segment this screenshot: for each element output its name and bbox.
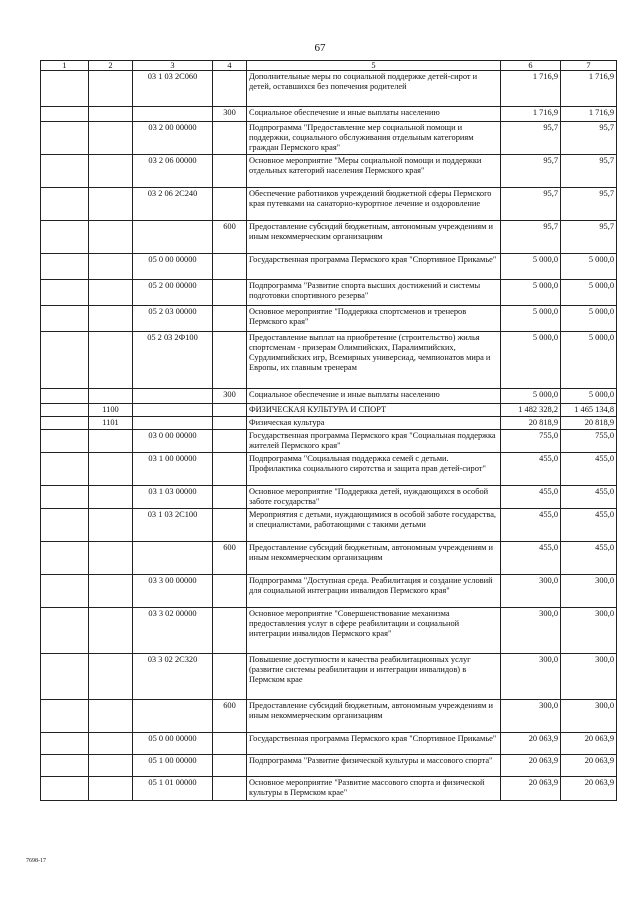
subsection-cell [89, 254, 133, 280]
table-row [41, 280, 617, 306]
expense-type-cell [213, 280, 247, 306]
table-row [41, 733, 617, 755]
amount-cell-year1: 95,7 [501, 155, 561, 188]
section-cell [41, 777, 89, 801]
section-cell [41, 542, 89, 575]
expense-type-cell: 300 [213, 389, 247, 404]
name-cell: Предоставление выплат на приобретение (строительство) жилья спортсменам - призерам Олимпийских, Паралимпийских, Сурдлимпийских игр, Всемирных универсиад, чемпионатов мира и Европы, их главным тренерам [247, 332, 501, 389]
document-code: 7698-17 [26, 858, 46, 864]
header-cell: 1 [41, 61, 89, 71]
expense-type-cell: 600 [213, 542, 247, 575]
subsection-cell [89, 453, 133, 486]
name-cell: Предоставление субсидий бюджетным, автономным учреждениям и иным некоммерческим организациям [247, 700, 501, 733]
table-row [41, 755, 617, 777]
amount-cell-year2: 1 716,9 [561, 107, 617, 122]
amount-cell-year1: 455,0 [501, 453, 561, 486]
section-cell [41, 608, 89, 654]
target-article-cell: 03 2 06 2С240 [133, 188, 213, 221]
amount-cell-year1: 300,0 [501, 608, 561, 654]
amount-cell-year2: 300,0 [561, 654, 617, 700]
table-row [41, 608, 617, 654]
amount-cell-year2: 1 716,9 [561, 71, 617, 107]
amount-cell-year2: 5 000,0 [561, 254, 617, 280]
subsection-cell [89, 122, 133, 155]
subsection-cell [89, 755, 133, 777]
subsection-cell [89, 280, 133, 306]
target-article-cell: 05 1 01 00000 [133, 777, 213, 801]
expense-type-cell [213, 509, 247, 542]
subsection-cell [89, 733, 133, 755]
section-cell [41, 453, 89, 486]
target-article-cell: 03 2 06 00000 [133, 155, 213, 188]
table-row [41, 389, 617, 404]
section-cell [41, 430, 89, 453]
amount-cell-year2: 1 465 134,8 [561, 404, 617, 417]
target-article-cell: 05 0 00 00000 [133, 254, 213, 280]
name-cell: Подпрограмма "Предоставление мер социальной помощи и поддержки, социального обслуживания отдельным категориям граждан Пермского края" [247, 122, 501, 155]
amount-cell-year2: 20 063,9 [561, 777, 617, 801]
section-cell [41, 155, 89, 188]
subsection-cell [89, 509, 133, 542]
amount-cell-year2: 95,7 [561, 221, 617, 254]
expense-type-cell [213, 332, 247, 389]
name-cell: Основное мероприятие "Совершенствование механизма предоставления услуг в сфере реабилитации и социальной интеграции инвалидов Пермского края" [247, 608, 501, 654]
target-article-cell: 05 2 00 00000 [133, 280, 213, 306]
amount-cell-year1: 1 716,9 [501, 71, 561, 107]
amount-cell-year1: 455,0 [501, 509, 561, 542]
amount-cell-year2: 20 063,9 [561, 733, 617, 755]
name-cell: Государственная программа Пермского края "Спортивное Прикамье" [247, 733, 501, 755]
subsection-cell [89, 608, 133, 654]
name-cell: Подпрограмма "Доступная среда. Реабилитация и создание условий для социальной интеграции инвалидов Пермского края" [247, 575, 501, 608]
table-row [41, 700, 617, 733]
header-cell: 2 [89, 61, 133, 71]
section-cell [41, 107, 89, 122]
name-cell: Предоставление субсидий бюджетным, автономным учреждениям и иным некоммерческим организациям [247, 542, 501, 575]
section-cell [41, 71, 89, 107]
name-cell: Социальное обеспечение и иные выплаты населению [247, 107, 501, 122]
amount-cell-year2: 5 000,0 [561, 389, 617, 404]
target-article-cell [133, 107, 213, 122]
table-row [41, 71, 617, 107]
subsection-cell [89, 188, 133, 221]
expense-type-cell [213, 188, 247, 221]
subsection-cell [89, 486, 133, 509]
expense-type-cell [213, 404, 247, 417]
subsection-cell [89, 306, 133, 332]
expense-type-cell [213, 453, 247, 486]
name-cell: Подпрограмма "Развитие физической культуры и массового спорта" [247, 755, 501, 777]
amount-cell-year2: 300,0 [561, 700, 617, 733]
subsection-cell [89, 155, 133, 188]
table-row [41, 486, 617, 509]
name-cell: Основное мероприятие "Поддержка детей, нуждающихся в особой заботе государства" [247, 486, 501, 509]
amount-cell-year2: 755,0 [561, 430, 617, 453]
target-article-cell: 05 0 00 00000 [133, 733, 213, 755]
expense-type-cell [213, 733, 247, 755]
amount-cell-year1: 455,0 [501, 542, 561, 575]
amount-cell-year1: 1 716,9 [501, 107, 561, 122]
section-cell [41, 280, 89, 306]
table-row [41, 306, 617, 332]
target-article-cell [133, 542, 213, 575]
section-cell [41, 755, 89, 777]
section-cell [41, 332, 89, 389]
amount-cell-year2: 5 000,0 [561, 280, 617, 306]
target-article-cell: 03 2 00 00000 [133, 122, 213, 155]
amount-cell-year1: 5 000,0 [501, 280, 561, 306]
section-cell [41, 221, 89, 254]
target-article-cell [133, 700, 213, 733]
name-cell: Подпрограмма "Развитие спорта высших достижений и системы подготовки спортивного резерва" [247, 280, 501, 306]
section-cell [41, 575, 89, 608]
page-number: 67 [314, 42, 326, 54]
table-row [41, 542, 617, 575]
name-cell: Подпрограмма "Социальная поддержка семей с детьми. Профилактика социального сиротства и защита прав детей-сирот" [247, 453, 501, 486]
target-article-cell [133, 389, 213, 404]
table-row [41, 453, 617, 486]
subsection-cell [89, 430, 133, 453]
section-cell [41, 188, 89, 221]
subsection-cell [89, 542, 133, 575]
section-cell [41, 700, 89, 733]
amount-cell-year2: 20 818,9 [561, 417, 617, 430]
target-article-cell [133, 417, 213, 430]
expense-type-cell [213, 575, 247, 608]
budget-table [40, 60, 617, 801]
expense-type-cell [213, 71, 247, 107]
amount-cell-year1: 20 063,9 [501, 733, 561, 755]
amount-cell-year2: 300,0 [561, 608, 617, 654]
table-row [41, 122, 617, 155]
section-cell [41, 389, 89, 404]
target-article-cell: 03 1 03 2С100 [133, 509, 213, 542]
section-cell [41, 254, 89, 280]
target-article-cell: 03 3 02 00000 [133, 608, 213, 654]
expense-type-cell [213, 608, 247, 654]
section-cell [41, 404, 89, 417]
table-row [41, 332, 617, 389]
amount-cell-year1: 95,7 [501, 221, 561, 254]
expense-type-cell [213, 777, 247, 801]
expense-type-cell: 300 [213, 107, 247, 122]
amount-cell-year1: 95,7 [501, 188, 561, 221]
subsection-cell [89, 389, 133, 404]
section-cell [41, 509, 89, 542]
subsection-cell: 1101 [89, 417, 133, 430]
amount-cell-year1: 5 000,0 [501, 332, 561, 389]
expense-type-cell [213, 417, 247, 430]
expense-type-cell [213, 306, 247, 332]
amount-cell-year1: 95,7 [501, 122, 561, 155]
amount-cell-year2: 300,0 [561, 575, 617, 608]
amount-cell-year1: 1 482 328,2 [501, 404, 561, 417]
target-article-cell: 03 3 02 2С320 [133, 654, 213, 700]
table-row [41, 404, 617, 417]
header-cell: 3 [133, 61, 213, 71]
amount-cell-year1: 5 000,0 [501, 306, 561, 332]
table-row [41, 155, 617, 188]
name-cell: ФИЗИЧЕСКАЯ КУЛЬТУРА И СПОРТ [247, 404, 501, 417]
name-cell: Предоставление субсидий бюджетным, автономным учреждениям и иным некоммерческим организациям [247, 221, 501, 254]
amount-cell-year1: 300,0 [501, 575, 561, 608]
amount-cell-year1: 5 000,0 [501, 254, 561, 280]
amount-cell-year1: 20 063,9 [501, 777, 561, 801]
target-article-cell [133, 221, 213, 254]
amount-cell-year2: 455,0 [561, 486, 617, 509]
name-cell: Основное мероприятие "Меры социальной помощи и поддержки отдельных категорий населения Пермского края" [247, 155, 501, 188]
subsection-cell [89, 221, 133, 254]
expense-type-cell: 600 [213, 221, 247, 254]
target-article-cell: 03 1 00 00000 [133, 453, 213, 486]
target-article-cell: 03 0 00 00000 [133, 430, 213, 453]
amount-cell-year1: 300,0 [501, 654, 561, 700]
subsection-cell [89, 654, 133, 700]
section-cell [41, 122, 89, 155]
amount-cell-year2: 20 063,9 [561, 755, 617, 777]
table-header-row [41, 61, 617, 71]
table-row [41, 430, 617, 453]
table-row [41, 575, 617, 608]
table-row [41, 509, 617, 542]
name-cell: Государственная программа Пермского края "Спортивное Прикамье" [247, 254, 501, 280]
target-article-cell: 05 2 03 2Ф100 [133, 332, 213, 389]
name-cell: Основное мероприятие "Развитие массового спорта и физической культуры в Пермском крае" [247, 777, 501, 801]
name-cell: Физическая культура [247, 417, 501, 430]
target-article-cell: 03 3 00 00000 [133, 575, 213, 608]
name-cell: Основное мероприятие "Поддержка спортсменов и тренеров Пермского края" [247, 306, 501, 332]
amount-cell-year2: 95,7 [561, 122, 617, 155]
amount-cell-year1: 755,0 [501, 430, 561, 453]
header-cell: 6 [501, 61, 561, 71]
expense-type-cell [213, 654, 247, 700]
expense-type-cell [213, 430, 247, 453]
amount-cell-year1: 5 000,0 [501, 389, 561, 404]
header-cell: 7 [561, 61, 617, 71]
target-article-cell: 03 1 03 2С060 [133, 71, 213, 107]
table-row [41, 254, 617, 280]
table-row [41, 188, 617, 221]
table-row [41, 654, 617, 700]
name-cell: Государственная программа Пермского края "Социальная поддержка жителей Пермского края" [247, 430, 501, 453]
target-article-cell: 03 1 03 00000 [133, 486, 213, 509]
subsection-cell [89, 575, 133, 608]
subsection-cell [89, 332, 133, 389]
section-cell [41, 654, 89, 700]
table-row [41, 777, 617, 801]
subsection-cell [89, 700, 133, 733]
amount-cell-year2: 455,0 [561, 509, 617, 542]
amount-cell-year1: 20 818,9 [501, 417, 561, 430]
name-cell: Обеспечение работников учреждений бюджетной сферы Пермского края путевками на санаторно-курортное лечение и оздоровление [247, 188, 501, 221]
amount-cell-year2: 455,0 [561, 453, 617, 486]
amount-cell-year2: 455,0 [561, 542, 617, 575]
subsection-cell [89, 777, 133, 801]
expense-type-cell [213, 486, 247, 509]
name-cell: Дополнительные меры по социальной поддержке детей-сирот и детей, оставшихся без попечения родителей [247, 71, 501, 107]
amount-cell-year1: 300,0 [501, 700, 561, 733]
expense-type-cell [213, 755, 247, 777]
section-cell [41, 306, 89, 332]
amount-cell-year1: 455,0 [501, 486, 561, 509]
expense-type-cell [213, 155, 247, 188]
table-row [41, 107, 617, 122]
section-cell [41, 486, 89, 509]
amount-cell-year1: 20 063,9 [501, 755, 561, 777]
table-row [41, 417, 617, 430]
subsection-cell: 1100 [89, 404, 133, 417]
target-article-cell: 05 2 03 00000 [133, 306, 213, 332]
section-cell [41, 733, 89, 755]
name-cell: Повышение доступности и качества реабилитационных услуг (развитие системы реабилитации и интеграции инвалидов) в Пермском крае [247, 654, 501, 700]
expense-type-cell [213, 122, 247, 155]
header-cell: 5 [247, 61, 501, 71]
amount-cell-year2: 95,7 [561, 188, 617, 221]
amount-cell-year2: 95,7 [561, 155, 617, 188]
amount-cell-year2: 5 000,0 [561, 332, 617, 389]
target-article-cell [133, 404, 213, 417]
expense-type-cell: 600 [213, 700, 247, 733]
header-cell: 4 [213, 61, 247, 71]
table-row [41, 221, 617, 254]
expense-type-cell [213, 254, 247, 280]
amount-cell-year2: 5 000,0 [561, 306, 617, 332]
section-cell [41, 417, 89, 430]
name-cell: Мероприятия с детьми, нуждающимися в особой заботе государства, и специалистами, работающими с такими детьми [247, 509, 501, 542]
target-article-cell: 05 1 00 00000 [133, 755, 213, 777]
subsection-cell [89, 107, 133, 122]
subsection-cell [89, 71, 133, 107]
name-cell: Социальное обеспечение и иные выплаты населению [247, 389, 501, 404]
